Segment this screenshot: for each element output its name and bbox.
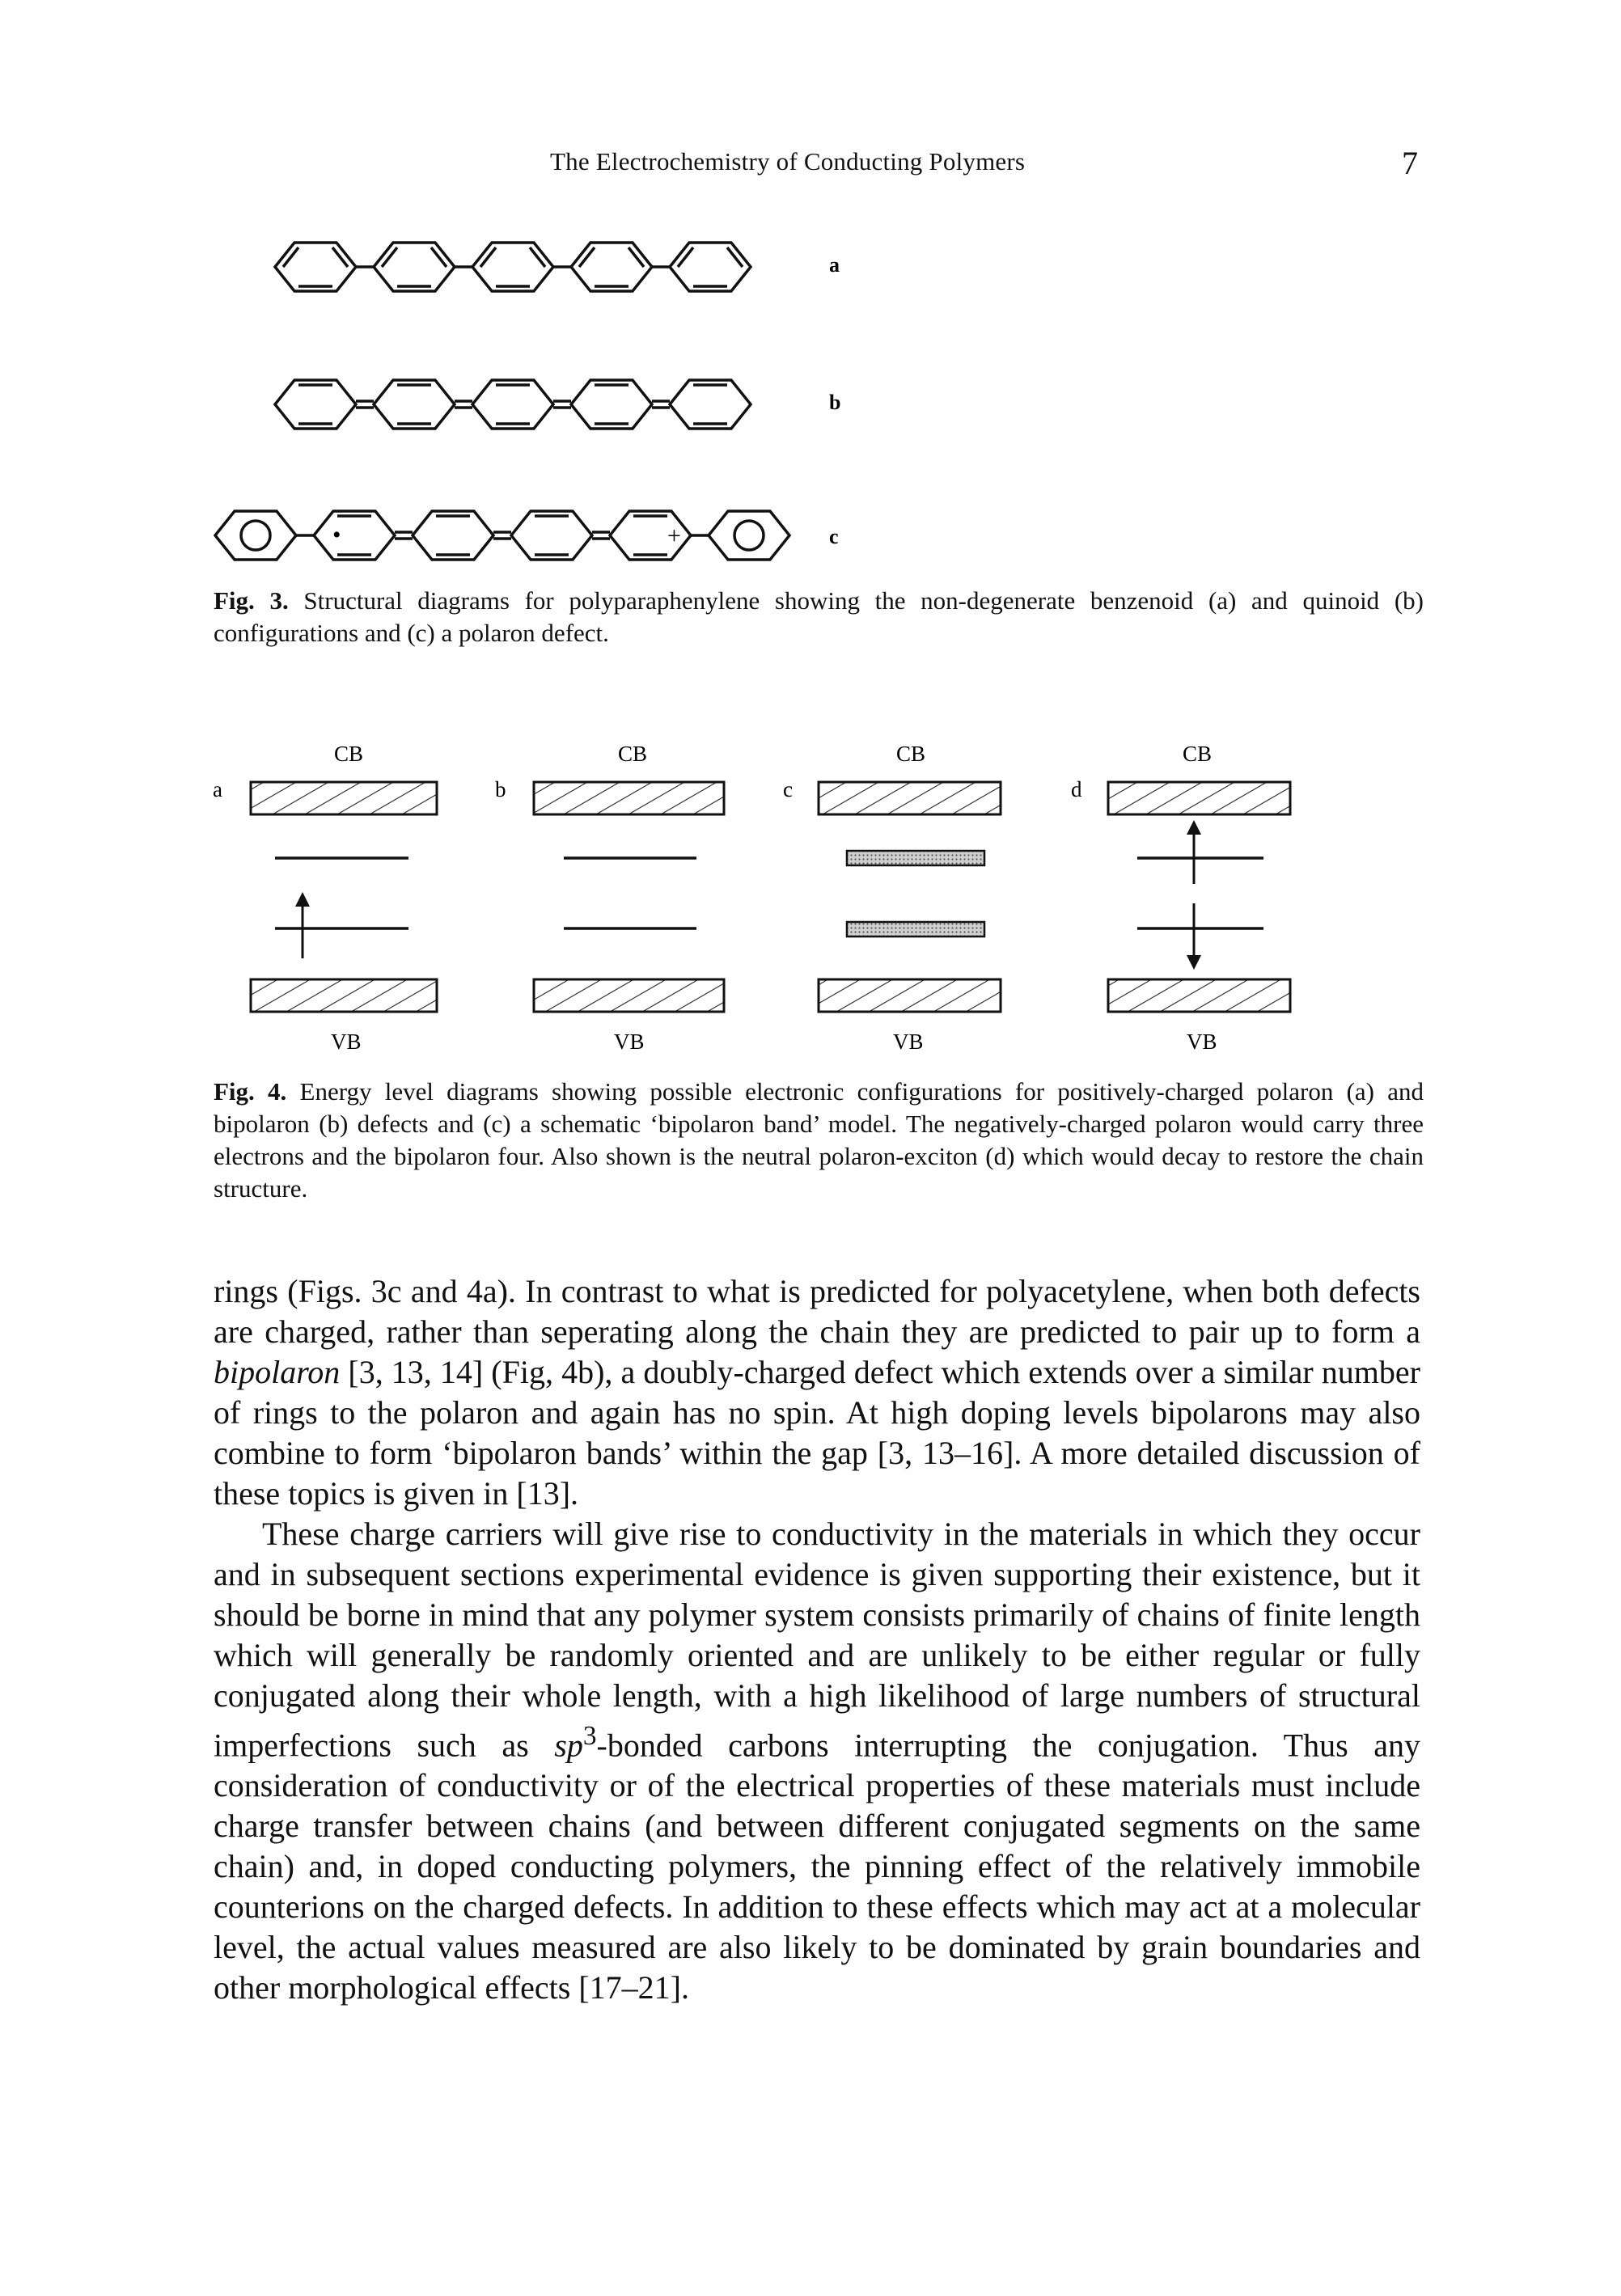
fig3-label-a: a	[829, 253, 840, 277]
charge-symbol: +	[667, 522, 681, 549]
running-title: The Electrochemistry of Conducting Polymers	[550, 147, 1026, 175]
figure-3-caption	[214, 585, 1424, 649]
body-p2-part2: -bonded carbons interrupting the conjugation. Thus any consideration of conductivity or of the electrical properties of these materials must include charge transfer between chains (and between different conjugated segments on the same chain) and, in doped conducting polymers, the pinning effect of the relatively immobile counterions on the charged defects. In addition to these effects which may act at a molecular level, the actual values measured are also likely to be dominated by grain boundaries and other morphological effects [17–21].	[214, 1727, 1421, 2006]
figure-4-caption-text: Energy level diagrams showing possible electronic configurations for positively-charged polaron (a) and bipolaron (b) defects and (c) a schematic ‘bipolaron band’ model. The negatively-charged polaron would carry three electrons and the bipolaron four. Also shown is the neutral polaron-exciton (d) which would decay to restore the chain structure.	[214, 1077, 1424, 1203]
radical-symbol: •	[332, 522, 341, 548]
panel-d-label: d	[1071, 777, 1082, 801]
fig3-label-b: b	[829, 391, 841, 414]
body-p1-part1: rings (Figs. 3c and 4a). In contrast to what is predicted for polyacetylene, when both defects are charged, rather than seperating along the chain they are predicted to pair up to form a	[214, 1273, 1420, 1350]
figure-4-diagram	[0, 728, 1621, 1068]
figure-4-caption	[214, 1076, 1424, 1205]
ppp-benzenoid-chain	[275, 243, 751, 291]
page-number: 7	[1402, 145, 1418, 181]
panel-a-valence-band	[251, 979, 437, 1012]
panel-d	[1071, 742, 1290, 1054]
figure-3-label: Fig. 3.	[214, 586, 289, 615]
ppp-quinoid-chain	[275, 380, 751, 429]
panel-d-conduction-band	[1108, 782, 1290, 814]
panel-c-vb-label: VB	[893, 1030, 924, 1054]
fig3-label-c: c	[829, 525, 839, 548]
panel-c-cb-label: CB	[896, 742, 926, 766]
panel-c-conduction-band	[819, 782, 1001, 814]
panel-d-vb-label: VB	[1187, 1030, 1217, 1054]
body-p2-part1: These charge carriers will give rise to conductivity in the materials in which they occur and in subsequent sections experimental evidence is given supporting their existence, but it should be borne in mind that any polymer system consists primarily of chains of finite length which will generally be randomly oriented and are unlikely to be either regular or fully conjugated along their whole length, with a high likelihood of large numbers of structural imperfections such as	[214, 1516, 1420, 1764]
panel-b	[495, 742, 724, 1054]
body-paragraph-2	[214, 1514, 1420, 2008]
figure-3-diagram	[0, 202, 1621, 574]
panel-a-cb-label: CB	[334, 742, 364, 766]
ppp-polaron-chain	[215, 511, 789, 560]
panel-b-conduction-band	[534, 782, 724, 814]
panel-a-label: a	[213, 777, 222, 801]
panel-b-label: b	[495, 777, 506, 801]
body-paragraph-1	[214, 1271, 1420, 1514]
body-text	[214, 1271, 1420, 2008]
panel-c-upper-bipolaron-band	[847, 851, 984, 865]
panel-a	[213, 742, 437, 1054]
figure-3-caption-text: Structural diagrams for polyparaphenylene showing the non-degenerate benzenoid (a) and quinoid (b) configurations and (c) a polaron defect.	[214, 586, 1424, 647]
panel-d-cb-label: CB	[1183, 742, 1213, 766]
body-p1-emphasis: bipolaron	[214, 1354, 341, 1390]
panel-a-vb-label: VB	[331, 1030, 362, 1054]
panel-b-vb-label: VB	[614, 1030, 645, 1054]
figure-4-label: Fig. 4.	[214, 1077, 287, 1106]
panel-c-valence-band	[819, 979, 1001, 1012]
panel-a-conduction-band	[251, 782, 437, 814]
panel-b-valence-band	[534, 979, 724, 1012]
body-p1-part2: [3, 13, 14] (Fig, 4b), a doubly-charged defect which extends over a similar number of rings to the polaron and again has no spin. At high doping levels bipolarons may also combine to form ‘bipolaron bands’ within the gap [3, 13–16]. A more detailed discussion of these topics is given in [13].	[214, 1354, 1420, 1512]
panel-b-cb-label: CB	[618, 742, 648, 766]
body-p2-emphasis: sp	[554, 1727, 583, 1764]
panel-c-lower-bipolaron-band	[847, 922, 984, 937]
body-p2-superscript: 3	[582, 1721, 597, 1751]
panel-c	[783, 742, 1001, 1054]
panel-c-label: c	[783, 777, 793, 801]
panel-d-valence-band	[1108, 979, 1290, 1012]
